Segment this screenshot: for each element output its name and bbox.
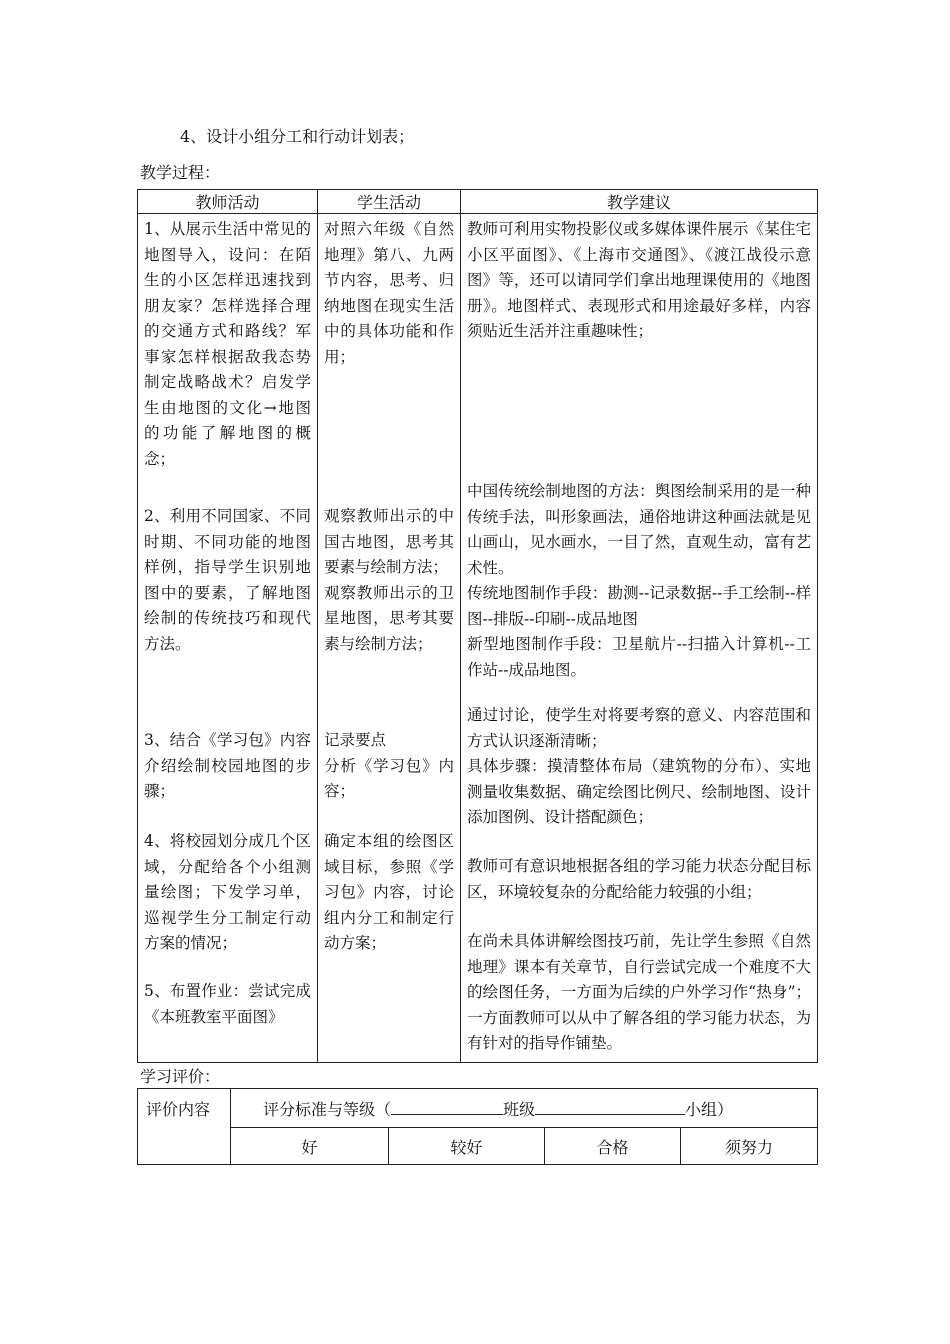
- teaching-advice-cell: [461, 214, 818, 1063]
- learning-evaluation-label: 学习评价：: [140, 1067, 221, 1086]
- student-activity-cell: [318, 214, 461, 1063]
- evaluation-grades-row: [138, 1128, 818, 1165]
- criteria-prefix: 评分标准与等级（: [263, 1099, 392, 1119]
- grade-needs-effort: 须努力: [681, 1128, 818, 1165]
- step-4-heading: 4、设计小组分工和行动计划表；: [180, 127, 415, 146]
- table-body-row: [138, 214, 818, 1063]
- header-student-activity: 学生活动: [318, 190, 461, 214]
- teacher-step-2: 2、利用不同国家、不同时期、不同功能的地图样例，指导学生识别地图中的要素，了解地图绘制的传统技巧和现代方法。: [144, 507, 311, 653]
- evaluation-criteria-row: [138, 1089, 818, 1128]
- grade-good: 好: [231, 1128, 389, 1165]
- evaluation-table: [137, 1088, 818, 1165]
- grade-pass: 合格: [545, 1128, 681, 1165]
- grade-fairly-good: 较好: [389, 1128, 545, 1165]
- advice-block-4: 教师可有意识地根据各组的学习能力状态分配目标区，环境较复杂的分配给能力较强的小组；: [467, 857, 811, 901]
- advice-block-3: 通过讨论，使学生对将要考察的意义、内容范围和方式认识逐渐清晰； 具体步骤：摸清整体布局（建筑物的分布）、实地测量收集数据、确定绘图比例尺、绘制地图、设计添加图例、设计搭配颜色；: [467, 706, 811, 826]
- teacher-step-1: 1、从展示生活中常见的地图导入，设问：在陌生的小区怎样迅速找到朋友家？怎样选择合理的交通方式和路线？军事家怎样根据敌我态势制定战略战术？启发学生由地图的文化→地图的功能了解地图的概念；: [144, 220, 311, 468]
- teacher-step-4: 4、将校园划分成几个区域，分配给各个小组测量绘图；下发学习单，巡视学生分工制定行动方案的情况；: [144, 832, 311, 952]
- class-label: 班级: [503, 1099, 536, 1119]
- header-teaching-advice: 教学建议: [461, 190, 818, 214]
- advice-block-5: 在尚未具体讲解绘图技巧前，先让学生参照《自然地理》课本有关章节，自行尝试完成一个难度不大的绘图任务，一方面为后续的户外学习作“热身”；一方面教师可以从中了解各组的学习能力状态，为有针对的指导作铺垫。: [467, 932, 811, 1052]
- teacher-step-3: 3、结合《学习包》内容介绍绘制校园地图的步骤；: [144, 731, 311, 800]
- student-step-4: 确定本组的绘图区域目标，参照《学习包》内容，讨论组内分工和制定行动方案；: [324, 832, 454, 952]
- class-blank[interactable]: [391, 1100, 503, 1115]
- advice-block-2: 中国传统绘制地图的方法：舆图绘制采用的是一种传统手法，叫形象画法，通俗地讲这种画法就是见山画山，见水画水，一目了然，直观生动，富有艺术性。 传统地图制作手段：勘测--记录数据--手工绘制--样图--排版--印刷--成品地图 新型地图制作手段：卫星航片--扫描入计算机--工作站--成品地图。: [467, 482, 811, 679]
- student-step-3: 记录要点 分析《学习包》内容；: [324, 731, 454, 800]
- teacher-activity-cell: [138, 214, 318, 1063]
- header-teacher-activity: 教师活动: [138, 190, 318, 214]
- teaching-process-label: 教学过程：: [140, 163, 221, 182]
- student-step-1: 对照六年级《自然地理》第八、九两节内容，思考、归纳地图在现实生活中的具体功能和作用；: [324, 220, 454, 366]
- evaluation-content-label: 评价内容: [138, 1089, 231, 1165]
- teacher-step-5: 5、布置作业：尝试完成《本班教室平面图》: [144, 982, 311, 1026]
- teaching-process-table: [137, 189, 818, 1063]
- group-suffix: 小组）: [685, 1099, 734, 1119]
- student-step-2: 观察教师出示的中国古地图，思考其要素与绘制方法； 观察教师出示的卫星地图，思考其要素与绘制方法；: [324, 507, 454, 653]
- evaluation-criteria-header: [231, 1089, 818, 1128]
- advice-block-1: 教师可利用实物投影仪或多媒体课件展示《某住宅小区平面图》、《上海市交通图》、《渡江战役示意图》等，还可以请同学们拿出地理课使用的《地图册》。地图样式、表现形式和用途最好多样，内容须贴近生活并注重趣味性；: [467, 220, 811, 340]
- group-blank[interactable]: [535, 1100, 685, 1115]
- table-header-row: [138, 190, 818, 214]
